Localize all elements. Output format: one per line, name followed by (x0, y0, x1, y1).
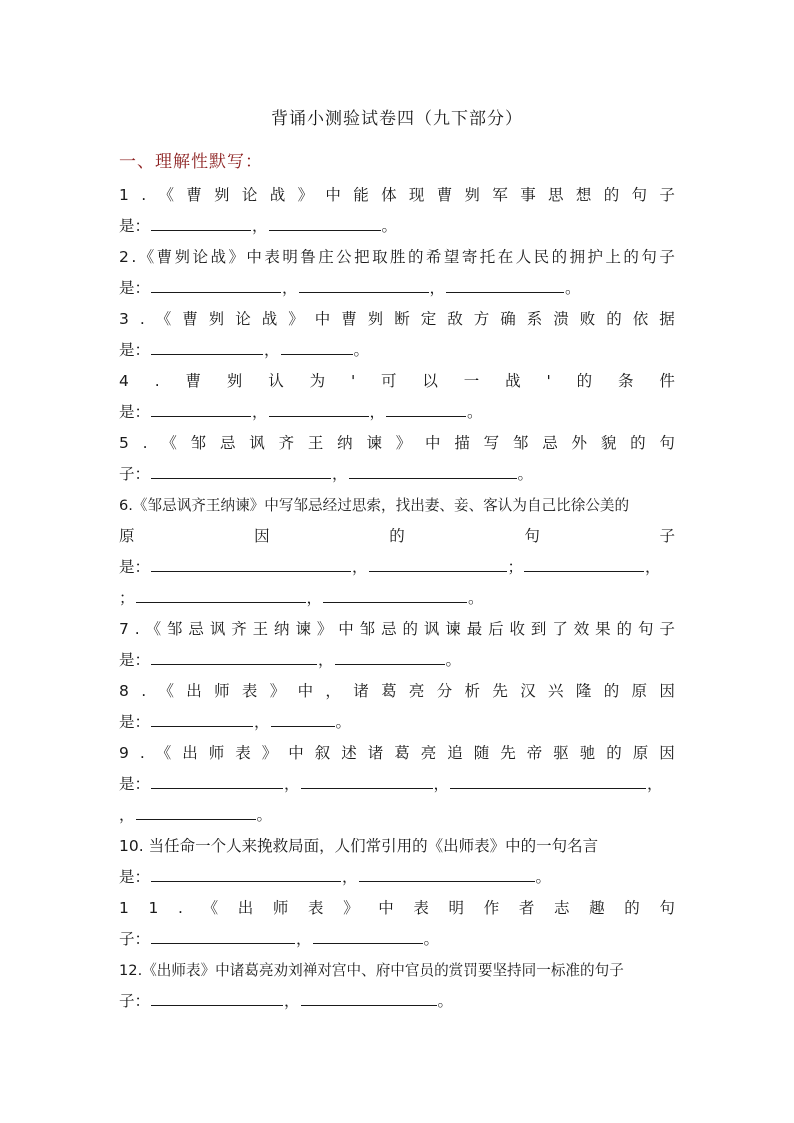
question-char: 葛 (381, 682, 397, 700)
question-char: 公 (336, 248, 352, 266)
question-char: 邹 (190, 434, 207, 452)
question-char: . (154, 372, 160, 390)
question-char: . (134, 620, 140, 638)
question-char: 分 (436, 682, 453, 700)
question-char: 句 (641, 248, 657, 266)
question-char: 拥 (569, 248, 586, 266)
question-char: 论 (241, 186, 258, 204)
question-char: 随 (473, 744, 490, 762)
answer-blank[interactable] (450, 769, 646, 789)
question-char: 庄 (318, 248, 334, 266)
question-char: 现 (408, 186, 425, 204)
question-char: 曹 (341, 310, 357, 328)
question-char: 先 (492, 682, 508, 700)
question-char: 据 (659, 310, 675, 328)
question-char: 追 (447, 744, 463, 762)
question-char: 《 (202, 899, 219, 917)
question-6-answer: 是： ， ； ， (119, 552, 675, 583)
question-char: 到 (530, 620, 547, 638)
question-char: 中 (325, 186, 341, 204)
question-char: 的 (389, 527, 405, 545)
answer-blank[interactable] (151, 273, 281, 293)
question-char: 《 (158, 682, 174, 700)
question-char: 作 (483, 899, 500, 917)
question-char: 叙 (314, 744, 331, 762)
question-char: 汉 (520, 682, 536, 700)
question-char: 句 (659, 899, 675, 917)
question-6-line-2 (119, 521, 675, 552)
question-char: 》 (343, 899, 359, 917)
answer-blank[interactable] (271, 707, 335, 727)
answer-blank[interactable] (269, 397, 369, 417)
question-char: 纳 (337, 434, 353, 452)
question-char: 曹 (185, 372, 202, 390)
question-char: 忌 (188, 620, 204, 638)
question-char: 民 (533, 248, 550, 266)
question-char: 师 (214, 682, 230, 700)
question-char: 者 (518, 899, 535, 917)
question-char: 在 (497, 248, 514, 266)
question-char: 望 (443, 248, 460, 266)
question-char: 外 (571, 434, 588, 452)
question-char: 刿 (174, 248, 191, 266)
answer-blank[interactable] (299, 273, 429, 293)
question-char: 刿 (226, 372, 243, 390)
question-char: 谏 (295, 620, 311, 638)
question-char: 纳 (274, 620, 290, 638)
question-char: 的 (603, 186, 620, 204)
question-char: 的 (624, 899, 640, 917)
section-heading: 一、理解性默写： (119, 152, 263, 172)
question-char: 谏 (366, 434, 382, 452)
answer-blank[interactable] (151, 552, 351, 572)
question-char: 驱 (553, 744, 569, 762)
question-char: 系 (526, 310, 543, 328)
question-char: . (178, 899, 183, 917)
question-char: 中 (425, 434, 441, 452)
question-char: 战 (505, 372, 521, 390)
question-char: 的 (407, 248, 424, 266)
question-char: 1 (148, 899, 159, 917)
question-char: 想 (575, 186, 592, 204)
question-char: 齐 (231, 620, 247, 638)
question-char: 中 (338, 620, 354, 638)
question-char: 句 (631, 186, 648, 204)
question-char: 讽 (249, 434, 265, 452)
question-char: 兴 (548, 682, 564, 700)
question-char: 王 (307, 434, 324, 452)
question-char: 曹 (156, 248, 173, 266)
question-char: 曹 (186, 186, 202, 204)
question-char: 的 (606, 310, 622, 328)
question-char: . (141, 186, 147, 204)
question-char: 志 (553, 899, 570, 917)
question-char: 忌 (381, 620, 397, 638)
question-3-line (119, 304, 675, 335)
question-char: . (131, 248, 137, 266)
question-char: 亮 (408, 682, 425, 700)
question-12-answer: 子： ， 。 (119, 986, 675, 1017)
question-char: 后 (488, 620, 504, 638)
question-char: 战 (210, 248, 227, 266)
question-char: 寄 (461, 248, 478, 266)
question-char: 论 (192, 248, 209, 266)
answer-blank[interactable] (524, 552, 644, 572)
question-char: 诸 (353, 682, 369, 700)
question-char: 讽 (423, 620, 440, 638)
question-char: 的 (623, 248, 639, 266)
question-5-answer: 子： ， 。 (119, 459, 675, 490)
question-char: 亮 (420, 744, 437, 762)
question-char: 胜 (390, 248, 406, 266)
question-char: 谏 (445, 620, 461, 638)
question-char: 中 (246, 248, 262, 266)
question-7-answer: 是： ， 。 (119, 645, 675, 676)
question-char: 忌 (219, 434, 236, 452)
question-char: 忌 (542, 434, 558, 452)
answer-blank[interactable] (323, 583, 467, 603)
answer-blank[interactable] (151, 645, 317, 665)
question-char: 托 (479, 248, 496, 266)
question-char: 上 (605, 248, 621, 266)
question-char: 写 (483, 434, 500, 452)
question-9-answer: 是： ， ， ， (119, 769, 675, 800)
question-char: 可 (381, 372, 397, 390)
question-char: 取 (372, 248, 388, 266)
question-char: 》 (261, 744, 278, 762)
question-char: 子 (659, 527, 675, 545)
question-char: 7 (119, 620, 129, 638)
question-char: 中 (378, 899, 394, 917)
question-char: 出 (186, 682, 202, 700)
question-char: 能 (353, 186, 369, 204)
question-char: 邹 (167, 620, 183, 638)
question-char: 因 (659, 744, 675, 762)
question-9-line (119, 738, 675, 769)
question-char: 句 (524, 527, 540, 545)
question-char: 收 (509, 620, 526, 638)
question-6-answer-2: ； ， 。 (119, 583, 675, 614)
question-1-answer: 是： ， 。 (119, 211, 675, 242)
question-char: 《 (138, 248, 155, 266)
question-char: 邹 (359, 620, 376, 638)
question-char: 的 (630, 434, 646, 452)
question-char: 句 (659, 434, 675, 452)
question-char: 战 (261, 310, 278, 328)
question-7-line (119, 614, 675, 645)
question-char: 中 (297, 682, 314, 700)
question-char: 表 (264, 248, 280, 266)
question-char: 5 (119, 434, 129, 452)
answer-blank[interactable] (269, 211, 381, 231)
question-char: 出 (182, 744, 198, 762)
question-8-line (119, 676, 675, 707)
answer-blank[interactable] (359, 862, 535, 882)
question-char: 先 (500, 744, 516, 762)
question-char: 护 (587, 248, 604, 266)
question-11-answer: 子： ， 。 (119, 924, 675, 955)
question-char: 依 (632, 310, 649, 328)
question-char: 1 (119, 899, 129, 917)
question-char: 确 (500, 310, 516, 328)
question-char: . (139, 744, 145, 762)
question-char: 》 (269, 682, 286, 700)
question-char: 刿 (214, 186, 230, 204)
question-char: 明 (282, 248, 298, 266)
answer-blank[interactable] (151, 769, 283, 789)
question-3-answer: 是： ， 。 (119, 335, 675, 366)
question-char: 讽 (209, 620, 226, 638)
question-10-answer: 是： ， 。 (119, 862, 675, 893)
question-char: . (142, 434, 148, 452)
question-4-answer: 是： ， ， 。 (119, 397, 675, 428)
question-9-answer-2: ， 。 (119, 800, 675, 831)
question-char: 趣 (589, 899, 605, 917)
question-char: 明 (448, 899, 465, 917)
question-char: 刿 (464, 186, 481, 204)
question-char: 原 (119, 527, 135, 545)
question-1-line (119, 180, 675, 211)
question-char: 中 (314, 310, 331, 328)
question-char: 齐 (278, 434, 295, 452)
question-char: 师 (272, 899, 289, 917)
question-char: 表 (413, 899, 429, 917)
question-char: 》 (297, 186, 314, 204)
answer-blank[interactable] (151, 924, 295, 944)
answer-blank[interactable] (136, 800, 256, 820)
question-char: 出 (237, 899, 254, 917)
question-char: 表 (307, 899, 324, 917)
question-char: 论 (235, 310, 251, 328)
question-char: 的 (402, 620, 418, 638)
question-4-line (119, 366, 675, 397)
question-char: 3 (119, 310, 129, 328)
question-char: 的 (616, 620, 633, 638)
answer-blank[interactable] (151, 335, 263, 355)
question-char: 效 (573, 620, 590, 638)
question-char: 中 (288, 744, 304, 762)
question-char: 果 (595, 620, 611, 638)
question-char: 思 (548, 186, 564, 204)
question-char: 刿 (367, 310, 384, 328)
question-char: 葛 (394, 744, 410, 762)
question-char: 8 (119, 682, 129, 700)
question-char: 帝 (526, 744, 543, 762)
question-char: 的 (606, 744, 622, 762)
question-char: 件 (659, 372, 675, 390)
question-char: 定 (420, 310, 437, 328)
question-char: 把 (354, 248, 370, 266)
question-char: ' (350, 372, 356, 390)
answer-blank[interactable] (151, 211, 251, 231)
answer-blank[interactable] (151, 862, 341, 882)
question-char: 的 (603, 682, 620, 700)
question-char: 《 (158, 186, 174, 204)
question-10-line: 10. 当任命一个人来挽救局面，人们常引用的《出师表》中的一句名言 (119, 837, 599, 855)
question-char: ， (325, 682, 341, 700)
question-char: 》 (395, 434, 412, 452)
question-2-answer: 是： ， ， 。 (119, 273, 675, 304)
question-char: 9 (119, 744, 129, 762)
question-char: 以 (422, 372, 438, 390)
question-char: 最 (466, 620, 483, 638)
question-char: 》 (228, 248, 244, 266)
answer-blank[interactable] (349, 459, 517, 479)
answer-blank[interactable] (369, 552, 507, 572)
question-char: 了 (552, 620, 568, 638)
question-11-line (119, 893, 675, 924)
question-char: 人 (515, 248, 532, 266)
question-char: 析 (464, 682, 481, 700)
question-char: 认 (268, 372, 284, 390)
question-6-line: 6.《邹忌讽齐王纳谏》中写邹忌经过思索，找出妻、妾、客认为自己比徐公美的 (119, 497, 630, 514)
question-char: 句 (637, 620, 654, 638)
question-12-line: 12.《出师表》中诸葛亮劝刘禅对宫中、府中官员的赏罚要坚持同一标准的句子 (119, 962, 624, 979)
question-char: 断 (394, 310, 410, 328)
question-char: 子 (659, 186, 675, 204)
question-char: ' (546, 372, 551, 390)
question-char: 邹 (512, 434, 529, 452)
question-char: 敌 (447, 310, 463, 328)
question-char: 诸 (367, 744, 384, 762)
question-char: 《 (145, 620, 162, 638)
question-char: 曹 (182, 310, 198, 328)
question-char: 的 (551, 248, 568, 266)
question-char: 败 (579, 310, 596, 328)
question-char: 《 (155, 744, 172, 762)
answer-blank[interactable] (446, 273, 564, 293)
question-char: 表 (235, 744, 251, 762)
question-char: 鲁 (300, 248, 316, 266)
question-char: 子 (659, 620, 675, 638)
question-char: 》 (288, 310, 304, 328)
question-char: . (139, 310, 145, 328)
question-char: 体 (381, 186, 397, 204)
question-char: 为 (309, 372, 326, 390)
question-char: 的 (576, 372, 593, 390)
answer-blank[interactable] (313, 924, 423, 944)
answer-blank[interactable] (301, 986, 437, 1006)
answer-blank[interactable] (151, 397, 251, 417)
question-char: 2 (119, 248, 129, 266)
question-char: 刿 (208, 310, 225, 328)
question-char: 因 (254, 527, 270, 545)
answer-blank[interactable] (335, 645, 445, 665)
question-char: 曹 (436, 186, 453, 204)
question-char: 》 (316, 620, 333, 638)
question-char: 隆 (575, 682, 592, 700)
question-2-line (119, 242, 675, 273)
question-char: 原 (631, 682, 648, 700)
question-char: 溃 (553, 310, 569, 328)
question-char: 因 (659, 682, 675, 700)
answer-blank[interactable] (136, 583, 306, 603)
question-char: 师 (208, 744, 225, 762)
question-char: 描 (454, 434, 470, 452)
question-char: 原 (632, 744, 649, 762)
question-char: 4 (119, 372, 129, 390)
answer-blank[interactable] (386, 397, 466, 417)
question-char: 述 (341, 744, 357, 762)
question-char: 王 (252, 620, 269, 638)
question-char: 希 (425, 248, 442, 266)
answer-blank[interactable] (151, 986, 283, 1006)
question-char: 1 (119, 186, 129, 204)
question-char: 《 (155, 310, 172, 328)
question-char: 《 (161, 434, 177, 452)
question-8-answer: 是： ， 。 (119, 707, 675, 738)
answer-blank[interactable] (151, 707, 253, 727)
question-char: 驰 (579, 744, 596, 762)
question-char: 方 (473, 310, 490, 328)
question-char: 一 (463, 372, 480, 390)
answer-blank[interactable] (281, 335, 353, 355)
answer-blank[interactable] (151, 459, 331, 479)
question-char: 军 (492, 186, 508, 204)
question-char: 表 (241, 682, 258, 700)
question-5-line (119, 428, 675, 459)
question-char: 事 (520, 186, 536, 204)
question-char: 子 (659, 248, 675, 266)
question-char: 貌 (600, 434, 617, 452)
question-char: 条 (617, 372, 634, 390)
answer-blank[interactable] (301, 769, 433, 789)
question-char: . (141, 682, 147, 700)
question-char: 战 (269, 186, 286, 204)
page-title: 背诵小测验试卷四（九下部分） (271, 109, 523, 129)
